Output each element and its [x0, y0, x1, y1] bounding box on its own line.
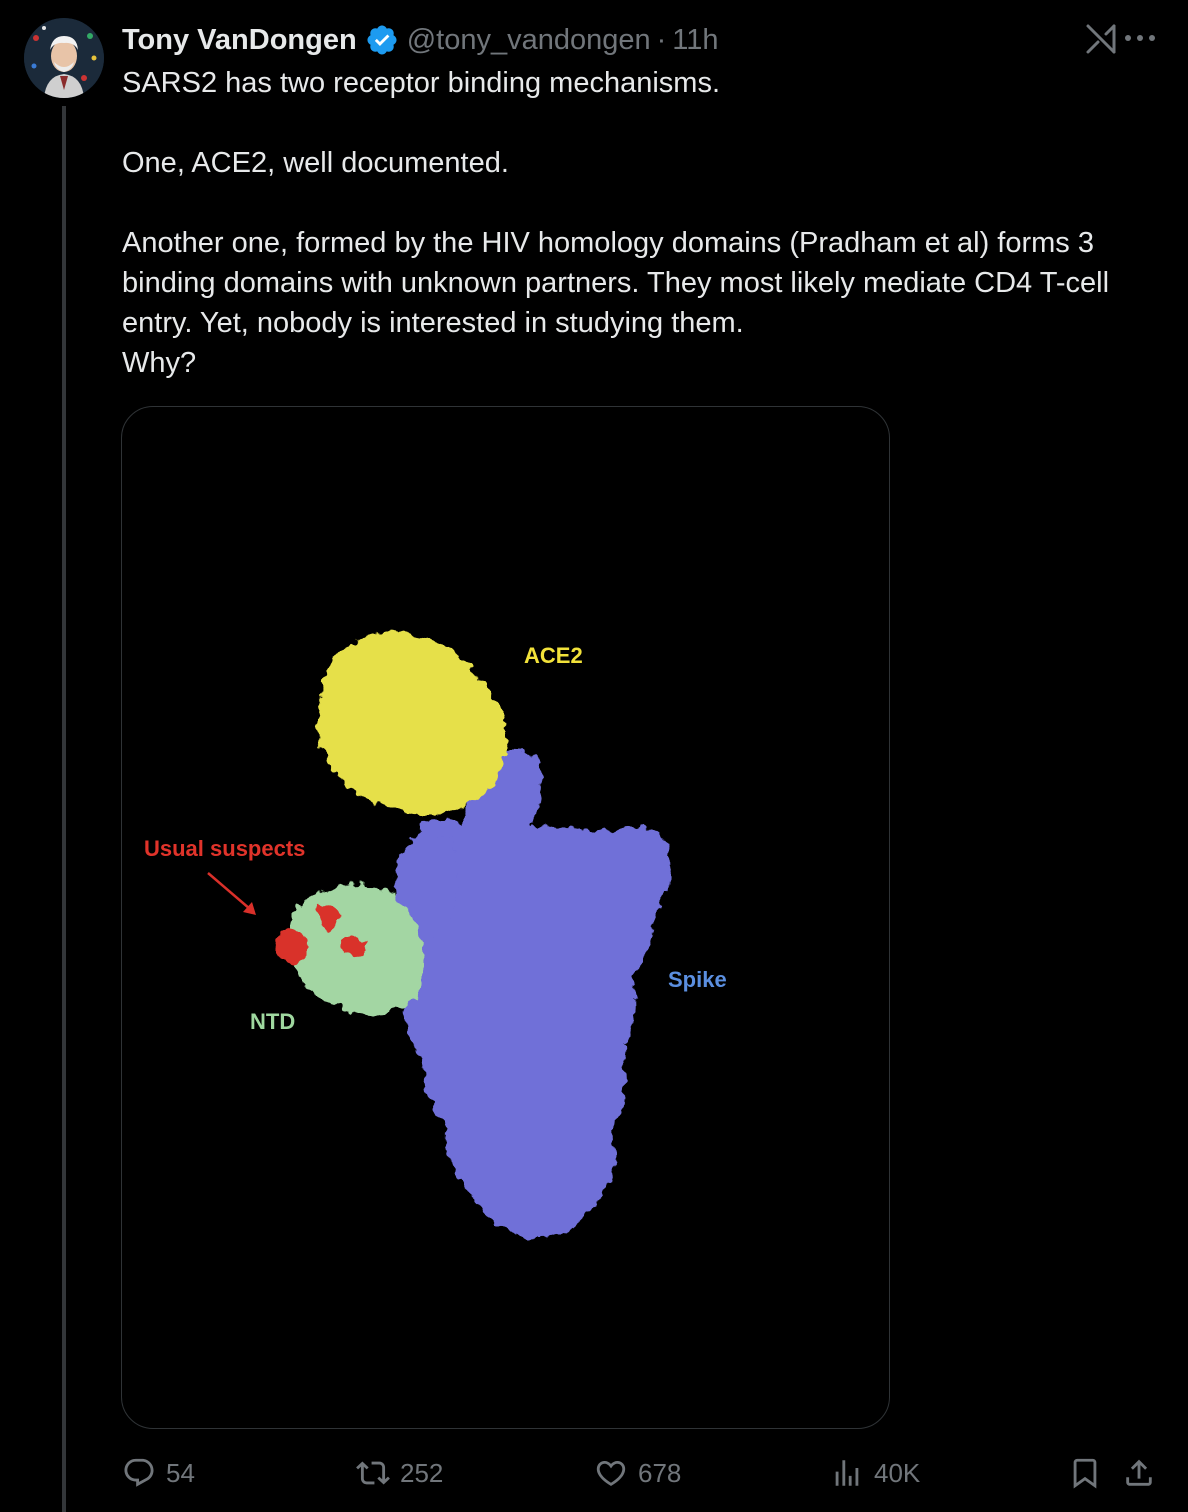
repost-icon — [356, 1456, 390, 1490]
ace2-label: ACE2 — [524, 643, 583, 668]
protein-structure-illustration — [122, 407, 889, 1428]
author-name[interactable]: Tony VanDongen — [122, 23, 357, 56]
ntd-label: NTD — [250, 1009, 296, 1034]
verified-badge-icon — [365, 23, 399, 57]
action-bar — [0, 1452, 1188, 1500]
reply-count: 54 — [166, 1457, 195, 1488]
repost-button[interactable] — [356, 1456, 443, 1490]
like-button[interactable] — [594, 1456, 681, 1490]
pointer-arrow — [208, 873, 256, 915]
share-icon — [1122, 1456, 1156, 1490]
post-paragraph: SARS2 has two receptor binding mechanisms. — [122, 67, 721, 99]
bookmark-icon — [1068, 1456, 1102, 1490]
like-count: 678 — [638, 1457, 682, 1488]
bookmark-button[interactable] — [1068, 1456, 1112, 1490]
post-text — [122, 63, 1172, 383]
spike-label: Spike — [668, 967, 727, 992]
post-media-image[interactable] — [121, 406, 890, 1429]
avatar[interactable] — [24, 18, 104, 98]
share-button[interactable] — [1122, 1456, 1166, 1490]
separator-dot: · — [656, 23, 667, 56]
views-button[interactable] — [830, 1456, 920, 1490]
post-paragraph: Why? — [122, 347, 197, 379]
post-paragraph: One, ACE2, well documented. — [122, 147, 509, 179]
reply-icon — [122, 1456, 156, 1490]
usual-suspects-region — [274, 928, 306, 964]
usual-suspects-label: Usual suspects — [144, 836, 306, 861]
heart-icon — [594, 1456, 628, 1490]
spike-protein — [401, 750, 671, 1239]
ace2-protein — [318, 631, 508, 815]
reply-button[interactable] — [122, 1456, 195, 1490]
post-header — [122, 20, 719, 60]
author-handle[interactable]: @tony_vandongen — [406, 23, 651, 56]
repost-count: 252 — [400, 1457, 444, 1488]
grok-icon[interactable] — [1084, 22, 1120, 56]
thread-line — [62, 106, 66, 1512]
views-count: 40K — [874, 1457, 921, 1488]
more-icon[interactable] — [1120, 20, 1160, 56]
views-icon — [830, 1456, 864, 1490]
post-paragraph: Another one, formed by the HIV homology domains (Pradham et al) forms 3 binding domains with unknown partners. They most likely mediate CD4 T-cell entry. Yet, nobody is interested in studying them. — [122, 227, 1110, 339]
post-time[interactable]: 11h — [672, 23, 719, 56]
